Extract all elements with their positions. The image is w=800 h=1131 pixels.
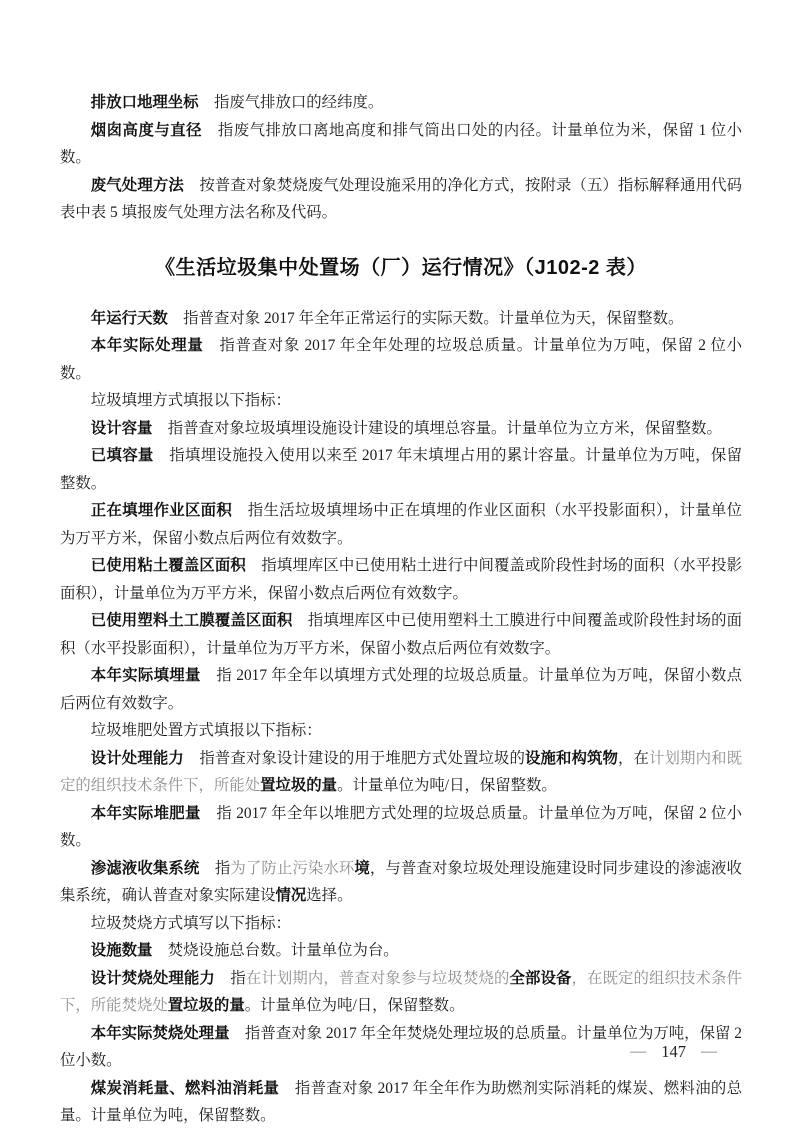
definition-paragraph <box>60 1075 742 1130</box>
text-run: 选择。 <box>306 887 353 904</box>
text-run: 指 2017 年全年以填埋方式处理的垃圾总质量。计量单位为万吨，保留小数点后两位有效数字。 <box>60 667 742 712</box>
definition-paragraph <box>60 607 742 662</box>
text-run: 按普查对象焚烧废气处理设施采用的净化方式，按附录（五）指标解释通用代码表中表 5 填报废气处理方法名称及代码。 <box>60 176 742 221</box>
form-section-title: 《生活垃圾集中处置场（厂）运行情况》（J102-2 表） <box>155 256 647 279</box>
text-run: 指填埋设施投入使用以来至 2017 年末填埋占用的累计容量。计量单位为万吨，保留整数。 <box>60 447 742 492</box>
text-run: 在计划期内，普查对象参与垃圾焚烧的 <box>245 969 510 987</box>
text-run: 指普查对象 2017 年全年处理的垃圾总质量。计量单位为万吨，保留 2 位小数。 <box>60 337 742 382</box>
text-run: 本年实际焚烧处理量 <box>90 1024 230 1042</box>
instruction-paragraph <box>60 910 742 938</box>
definition-paragraph <box>60 117 742 172</box>
text-run: 境 <box>354 859 370 877</box>
instruction-paragraph <box>60 387 742 415</box>
text-run: 指废气排放口的经纬度。 <box>198 94 384 111</box>
text-run: 废气处理方法 <box>90 176 184 194</box>
text-run: 渗滤液收集系统 <box>90 859 200 877</box>
definition-paragraph <box>60 965 742 1020</box>
definition-paragraph <box>60 552 742 607</box>
text-run: 指填埋库区中已使用塑料土工膜进行中间覆盖或阶段性封场的面积（水平投影面积），计量单位为万平方米，保留小数点后两位有效数字。 <box>60 612 742 657</box>
text-run: ，在既定的组织技术条件下，所能焚烧处 <box>60 969 742 1014</box>
text-run: 指普查对象 2017 年全年焚烧处理垃圾的总质量。计量单位为万吨，保留 2 位小数。 <box>60 1024 742 1069</box>
text-run: 本年实际填埋量 <box>90 667 201 684</box>
text-run: ，在 <box>618 749 650 767</box>
text-run: 烟囱高度与直径 <box>90 121 202 139</box>
text-run: 为了防止污染水环 <box>230 859 355 877</box>
definition-paragraph <box>60 855 742 910</box>
text-run: 设计容量 <box>90 419 153 437</box>
text-run: 设施数量 <box>90 942 153 959</box>
text-run: 指普查对象设计建设的用于堆肥方式处置垃圾的 <box>183 749 525 767</box>
text-run: 本年实际处理量 <box>90 337 204 354</box>
text-run: 煤炭消耗量、燃料油消耗量 <box>90 1079 280 1097</box>
definition-paragraph <box>60 662 742 717</box>
text-run: 指生活垃圾填埋场中正在填埋的作业区面积（水平投影面积），计量单位为万平方米，保留小数点后两位有效数字。 <box>60 502 742 547</box>
instruction-paragraph <box>60 717 742 745</box>
text-run: 垃圾焚烧方式填写以下指标： <box>90 914 291 932</box>
text-run: 。计量单位为吨/日，保留整数。 <box>337 777 557 794</box>
text-run: ，与普查对象垃圾处理设施建设时同步建设的渗滤液收集系统，确认普查对象实际建设 <box>60 859 742 904</box>
text-run: 设计焚烧处理能力 <box>90 969 215 987</box>
text-run: 本年实际堆肥量 <box>90 804 201 822</box>
page-number: 147 <box>661 1042 686 1061</box>
text-run: 垃圾堆肥处置方式填报以下指标： <box>90 722 322 739</box>
text-run: 已使用粘土覆盖区面积 <box>90 557 246 574</box>
definition-paragraph <box>60 442 742 497</box>
document-content <box>60 89 742 1130</box>
text-run: 排放口地理坐标 <box>90 94 199 111</box>
text-run: 计划期内和既定的组织技术条件下，所能处 <box>60 749 742 794</box>
text-run: 全部设备 <box>509 969 572 987</box>
text-run: 指 <box>214 969 246 987</box>
text-run: 指 2017 年全年以堆肥方式处理的垃圾总质量。计量单位为万吨，保留 2 位小数。 <box>60 804 742 849</box>
text-run: 垃圾填埋方式填报以下指标： <box>90 392 291 409</box>
text-run: 置垃圾的量 <box>167 997 245 1014</box>
text-run: 指普查对象垃圾填埋设施设计建设的填埋总容量。计量单位为立方米，保留整数。 <box>152 419 722 437</box>
definition-paragraph <box>60 415 742 443</box>
text-run: 指普查对象 2017 年全年作为助燃剂实际消耗的煤炭、燃料油的总量。计量单位为吨，保留整数。 <box>60 1079 742 1124</box>
text-run: 设计处理能力 <box>90 749 184 767</box>
text-run: 。计量单位为吨/日，保留整数。 <box>244 997 465 1014</box>
page-footer <box>630 1042 717 1062</box>
definition-paragraph <box>60 332 742 387</box>
definition-paragraph <box>60 497 742 552</box>
text-run: 置垃圾的量 <box>260 777 338 794</box>
text-run: 设施和构筑物 <box>524 749 619 767</box>
definition-paragraph <box>60 745 742 800</box>
text-run: 情况 <box>275 887 307 904</box>
text-run: 指填埋库区中已使用粘土进行中间覆盖或阶段性封场的面积（水平投影面积），计量单位为万平方米，保留小数点后两位有效数字。 <box>60 557 742 602</box>
definition-paragraph <box>60 305 742 333</box>
text-run: 指废气排放口离地高度和排气筒出口处的内径。计量单位为米，保留 1 位小数。 <box>60 121 742 166</box>
definition-paragraph <box>60 89 742 117</box>
text-run: 指 <box>199 859 231 877</box>
text-run: 已填容量 <box>90 447 154 464</box>
text-run: 正在填埋作业区面积 <box>90 502 233 519</box>
footer-dash-left: — <box>630 1043 647 1060</box>
definition-paragraph <box>60 800 742 855</box>
text-run: 指普查对象 2017 年全年正常运行的实际天数。计量单位为天，保留整数。 <box>167 309 684 327</box>
definition-paragraph <box>60 172 742 227</box>
text-run: 年运行天数 <box>90 309 168 327</box>
text-run: 焚烧设施总台数。计量单位为台。 <box>152 942 399 959</box>
text-run: 已使用塑料土工膜覆盖区面积 <box>90 612 293 629</box>
definition-paragraph <box>60 937 742 965</box>
footer-dash-right: — <box>701 1043 717 1060</box>
